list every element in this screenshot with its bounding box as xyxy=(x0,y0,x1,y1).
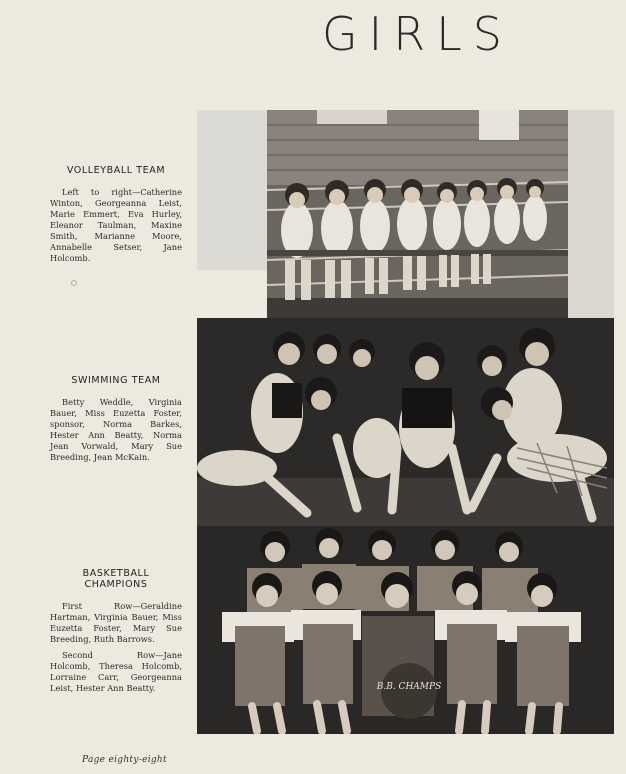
caption-text: Betty Weddle, Virginia Bauer, Miss Euzetta Foster, sponsor, Norma Barkes, Hester Ann Beatty, Norma Jean Vorwald, Mary Sue Breeding, Jean McKain. xyxy=(50,397,182,462)
ball-label: B.B. CHAMPS xyxy=(376,682,442,692)
page-title: GIRLS xyxy=(322,7,514,61)
basketball-caption xyxy=(50,568,182,694)
photo-margin-strip-right xyxy=(568,110,614,318)
swimming-caption xyxy=(50,375,182,463)
punch-hole-mark xyxy=(71,280,77,286)
caption-text: Second Row—Jane Holcomb, Theresa Holcomb, Lorraine Carr, Georgeanna Leist, Hester Ann Beatty. xyxy=(50,650,182,693)
section-title: SWIMMING TEAM xyxy=(71,375,161,386)
page-number-footer: Page eighty-eight xyxy=(82,755,167,765)
volleyball-caption xyxy=(50,165,182,264)
caption-text: First Row—Geraldine Hartman, Virginia Bauer, Miss Euzetta Foster, Mary Sue Breeding, Ruth Barrows. xyxy=(50,601,182,644)
volleyball-team-photo xyxy=(267,110,568,318)
photo-margin-strip xyxy=(197,110,267,270)
swimming-team-photo xyxy=(197,318,614,526)
section-title: VOLLEYBALL TEAM xyxy=(66,165,166,176)
caption-text: Left to right—Catherine Winton, Georgeanna Leist, Marie Emmert, Eva Hurley, Eleanor Taulman, Maxine Smith, Marianne Moore, Annabelle Setser, Jane Holcomb. xyxy=(50,187,182,263)
section-title: BASKETBALL CHAMPIONS xyxy=(82,568,150,590)
basketball-champions-photo xyxy=(197,526,614,734)
